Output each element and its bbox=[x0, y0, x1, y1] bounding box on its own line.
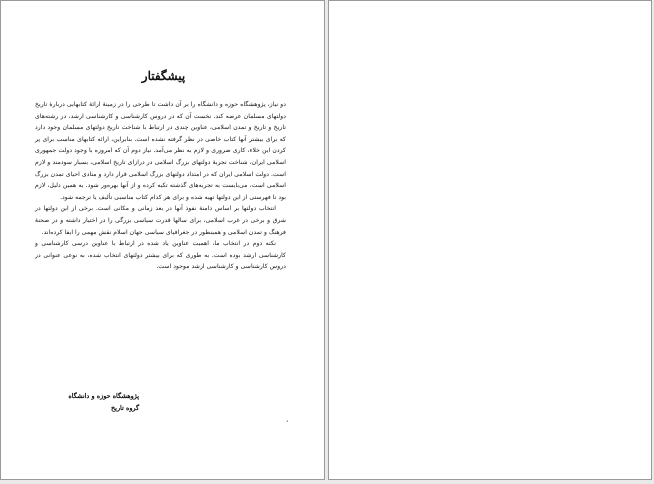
signature-group: گروه تاریخ bbox=[111, 404, 139, 412]
left-page bbox=[0, 0, 325, 480]
page-mark: ، bbox=[286, 416, 289, 424]
paragraph-3: نکته دوم در انتخاب ما، اهمیت عناوین یاد شده در ارتباط با عناوین درسی کارشناسی و کارشناسی ارشد بوده است. به طوری که برای بیشتر دولتهای انتخاب شده، به نوعی عنوانی در دروس کارشناسی و کارشناسی ارشد موجود است. bbox=[35, 240, 286, 271]
page-title: پیشگفتار bbox=[141, 69, 186, 83]
signature-institute: پژوهشگاه حوزه و دانشگاه bbox=[68, 392, 139, 400]
preface-body bbox=[35, 99, 286, 273]
paragraph-1: دو نیاز، پژوهشگاه حوزه و دانشگاه را بر آن داشت تا طرحی را در زمینهٔ ارائهٔ کتابهایی دربارهٔ تاریخ دولتهای مسلمان عرضه کند. نخست آن که در دروس کارشناسی و کارشناسی ارشد، در رشته‌های تاریخ و تاریخ و تمدن اسلامی، عناوین چندی در ارتباط با شناخت تاریخ دولتهای مسلمان وجود دارد که برای بیشتر آنها کتاب خاصی در نظر گرفته نشده است. بنابراین، ارائه کتابهای مناسب برای پر کردن این خلاء، کاری ضروری و لازم به نظر می‌آمد. نیاز دوم آن که امروزه با وجود دولت جمهوری اسلامی ایران، شناخت تجربهٔ دولتهای بزرگ اسلامی در درازای تاریخ اسلامی، بسیار سودمند و لازم است. دولت اسلامی ایران که در امتداد دولتهای بزرگ اسلامی قرار دارد و منادی احیای تمدن بزرگ اسلامی است، می‌بایست به تجربه‌های گذشته تکیه کرده و از آنها بهره‌ور شود. به همین دلیل، لازم بود تا فهرستی از این دولتها تهیه شده و برای هر کدام کتاب مناسبی تألیف یا ترجمه شود. bbox=[35, 101, 286, 201]
paragraph-2: انتخاب دولتها بر اساس دامنهٔ نفوذ آنها در بعد زمانی و مکانی است. برخی از این دولتها در شرق و برخی در غرب اسلامی، برای سالها قدرت سیاسی بزرگی را در اختیار داشته و در صحنهٔ فرهنگ و تمدن اسلامی و همینطور در جغرافیای سیاسی جهان اسلام نقش مهمی را ایفا کرده‌اند. bbox=[35, 205, 286, 236]
signature-block bbox=[39, 390, 139, 414]
right-page-blank bbox=[328, 0, 652, 480]
